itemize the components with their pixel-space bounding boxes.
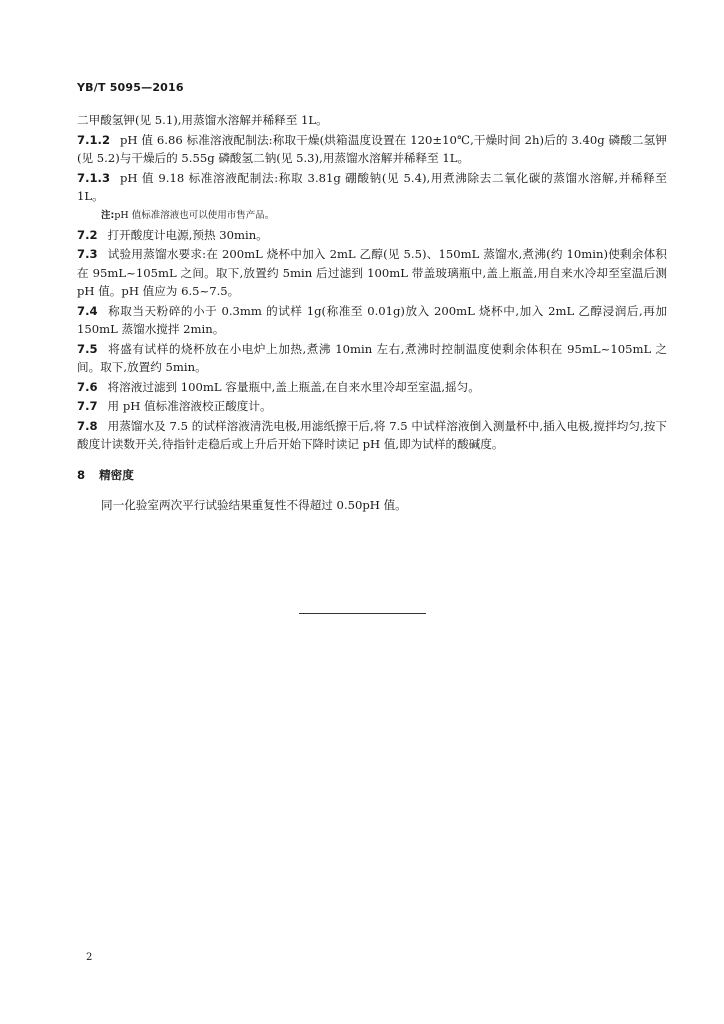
clause-number: 7.1.3: [77, 170, 111, 185]
page-number: 2: [86, 952, 93, 963]
section-title: 精密度: [99, 467, 134, 482]
end-of-document-rule: [299, 613, 426, 614]
clause-7-6: [77, 378, 667, 397]
standard-code-header: YB/T 5095—2016: [77, 81, 184, 94]
clause-text: 将溶液过滤到 100mL 容量瓶中,盖上瓶盖,在自来水里冷却至室温,摇匀。: [107, 379, 480, 394]
clause-number: 7.4: [77, 303, 98, 318]
clause-text: 打开酸度计电源,预热 30min。: [107, 227, 268, 242]
clause-7-5: [77, 340, 667, 377]
clause-text: pH 值 9.18 标准溶液配制法:称取 3.81g 硼酸钠(见 5.4),用煮沸除去二氧化碳的蒸馏水溶解,并稀释至 1L。: [77, 170, 667, 203]
clause-7-7: [77, 397, 667, 416]
document-body: [77, 111, 667, 516]
clause-number: 7.6: [77, 379, 98, 394]
clause-text: 试验用蒸馏水要求:在 200mL 烧杯中加入 2mL 乙醇(见 5.5)、150mL 蒸馏水,煮沸(约 10min)使剩余体积在 95mL~105mL 之间。取下,放置约 5min 后过滤到 100mL 带盖玻璃瓶中,盖上瓶盖,用自来水冷却至室温后测 pH 值。pH 值应为 6.5~7.5。: [77, 247, 667, 298]
clause-text: 将盛有试样的烧杯放在小电炉上加热,煮沸 10min 左右,煮沸时控制温度使剩余体积在 95mL~105mL 之间。取下,放置约 5min。: [77, 341, 667, 374]
clause-number: 7.7: [77, 399, 98, 413]
clause-number: 7.3: [77, 247, 98, 261]
clause-text: 用 pH 值标准溶液校正酸度计。: [107, 399, 272, 413]
clause-text: pH 值 6.86 标准溶液配制法:称取干燥(烘箱温度设置在 120±10℃,干燥时间 2h)后的 3.40g 磷酸二氢钾(见 5.2)与干燥后的 5.55g 磷酸氢二钠(见 5.3),用蒸馏水溶解并稀释至 1L。: [77, 132, 667, 165]
clause-text: 称取当天粉碎的小于 0.3mm 的试样 1g(称准至 0.01g)放入 200mL 烧杯中,加入 2mL 乙醇浸润后,再加 150mL 蒸馏水搅拌 2min。: [77, 303, 667, 336]
note-label: 注:: [101, 209, 115, 221]
note-text: pH 值标准溶液也可以使用市售产品。: [114, 209, 275, 221]
clause-7-8: [77, 417, 667, 454]
clause-number: 7.8: [77, 418, 98, 433]
clause-7-3: [77, 245, 667, 301]
section-number: 8: [77, 467, 86, 482]
note: [77, 207, 667, 225]
clause-7-1-2: [77, 131, 667, 168]
section-8-heading: [77, 466, 667, 485]
clause-7-1-3: [77, 169, 667, 206]
clause-text: 用蒸馏水及 7.5 的试样溶液清洗电极,用滤纸擦干后,将 7.5 中试样溶液倒入测量杯中,插入电极,搅拌均匀,按下酸度计读数开关,待指针走稳后或上升后开始下降时读记 pH 值,即为试样的酸碱度。: [77, 418, 667, 451]
paragraph-intro: 二甲酸氢钾(见 5.1),用蒸馏水溶解并稀释至 1L。: [77, 113, 328, 127]
clause-7-4: [77, 302, 667, 339]
clause-number: 7.1.2: [77, 132, 111, 147]
clause-number: 7.5: [77, 341, 98, 356]
clause-number: 7.2: [77, 227, 98, 242]
section-8-text: 同一化验室两次平行试验结果重复性不得超过 0.50pH 值。: [101, 498, 407, 512]
clause-7-2: [77, 226, 667, 245]
